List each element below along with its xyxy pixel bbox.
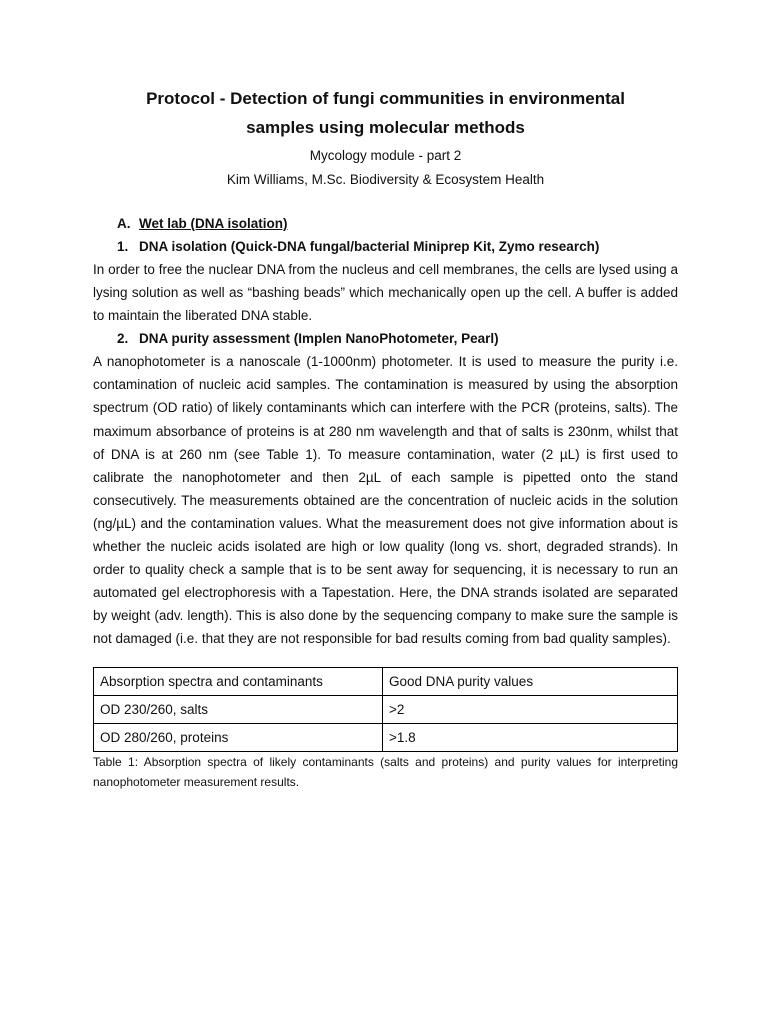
step1-paragraph: In order to free the nuclear DNA from the nucleus and cell membranes, the cells are lysed using a lysing solution as well as “bashing beads” which mechanically open up the cell. A buffer is added to maintain the liberated DNA stable. [93, 262, 678, 324]
table-row [94, 695, 678, 723]
module-subtitle: Mycology module - part 2 [309, 148, 462, 163]
step2-paragraph: A nanophotometer is a nanoscale (1-1000nm) photometer. It is used to measure the purity i.e. contamination of nucleic acid samples. The contamination is measured by using the absorption spectrum (OD ratio) of likely contaminants which can interfere with the PCR (proteins, salts). The maximum absorbance of proteins is at 280 nm wavelength and that of salts is 230nm, whilst that of DNA is at 260 nm (see Table 1). To measure contamination, water (2 µL) is first used to calibrate the nanophotometer and then 2µL of each sample is pipetted onto the stand consecutively. The measurements obtained are the concentration of nucleic acids in the solution (ng/µL) and the contamination values. What the measurement does not give information about is whether the nucleic acids isolated are high or low quality (long vs. short, degraded strands). In order to quality check a sample that is to be sent away for sequencing, it is necessary to run an automated gel electrophoresis with a Tapestation. Here, the DNA strands isolated are separated by weight (adv. length). This is also done by the sequencing company to make sure the sample is not damaged (i.e. that they are not responsible for bad results coming from bad quality samples). [93, 354, 678, 647]
section-a-title: Wet lab (DNA isolation) [139, 216, 288, 231]
step2-number: 2. [117, 331, 129, 347]
step2-heading [93, 327, 678, 350]
table-header-cell: Absorption spectra and contaminants [94, 667, 383, 695]
document-page [93, 84, 678, 792]
author-line: Kim Williams, M.Sc. Biodiversity & Ecosystem Health [226, 172, 545, 187]
purity-table [93, 667, 678, 752]
spacer [93, 651, 678, 667]
step2-title: DNA purity assessment (Implen NanoPhotometer, Pearl) [139, 331, 499, 347]
document-title-line2: samples using molecular methods [246, 118, 525, 137]
step1-title: DNA isolation (Quick-DNA fungal/bacterial Miniprep Kit, Zymo research) [139, 239, 600, 254]
section-a-number: A. [117, 216, 131, 231]
table-header-cell: Good DNA purity values [383, 667, 678, 695]
document-title-line1: Protocol - Detection of fungi communities in environmental [146, 89, 625, 108]
spacer [93, 192, 678, 212]
table-row [94, 723, 678, 751]
table-cell: OD 230/260, salts [94, 695, 383, 723]
table-header-row [94, 667, 678, 695]
step1-number: 1. [117, 239, 129, 254]
section-a-heading [93, 212, 678, 235]
table-cell: OD 280/260, proteins [94, 723, 383, 751]
table-cell: >1.8 [383, 723, 678, 751]
table-caption: Table 1: Absorption spectra of likely contaminants (salts and proteins) and purity values for interpreting nanophotometer measurement results. [93, 754, 678, 789]
table-cell: >2 [383, 695, 678, 723]
step1-heading [93, 235, 678, 258]
